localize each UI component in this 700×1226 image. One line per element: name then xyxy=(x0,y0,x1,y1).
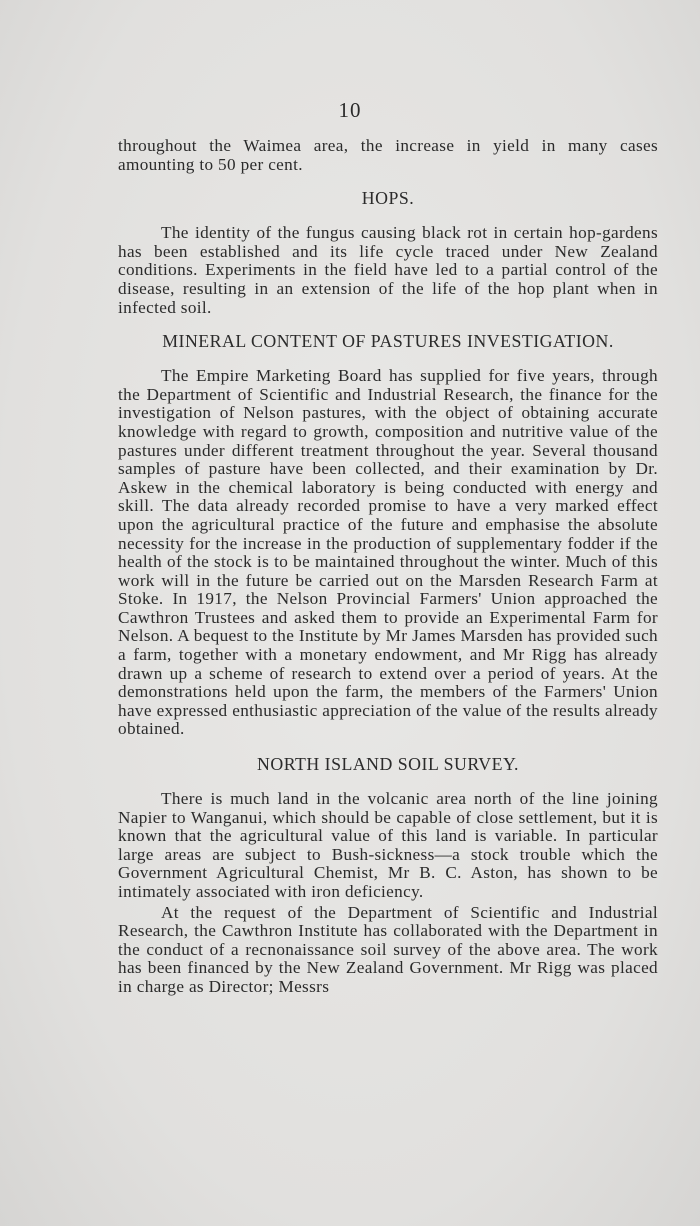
heading-hops: HOPS. xyxy=(361,188,415,209)
heading-north-island-soil-survey: NORTH ISLAND SOIL SURVEY. xyxy=(257,754,519,775)
heading-mineral-content: MINERAL CONTENT OF PASTURES INVESTIGATION. xyxy=(162,331,614,352)
paragraph-empire-marketing-board: The Empire Marketing Board has supplied for five years, through the Department of Scientific and Industrial Research, the finance for the investigation of Nelson pastures, with the object of obtaining accurate knowledge with regard to growth, composition and nutritive value of the pastures under different treatment throughout the year. Several thousand samples of pasture have been collected, and their examination by Dr. Askew in the chemical laboratory is being conducted with energy and skill. The data already recorded promise to have a very marked effect upon the agricultural practice of the future and emphasise the absolute necessity for the increase in the production of supplementary fodder if the health of the stock is to be maintained throughout the winter. Much of this work will in the future be carried out on the Marsden Research Farm at Stoke. In 1917, the Nelson Provincial Farmers' Union approached the Cawthron Trustees and asked them to provide an Experimental Farm for Nelson. A bequest to the Institute by Mr James Marsden has provided such a farm, together with a monetary endowment, and Mr Rigg has already drawn up a scheme of research to extend over a period of years. At the demonstrations held upon the farm, the members of the Farmers' Union have expressed enthusiastic appreciation of the value of the results already obtained. xyxy=(118,366,658,739)
paragraph-soil-survey-request: At the request of the Department of Scientific and Industrial Research, the Cawthron Institute has collaborated with the Department in the conduct of a recnonaissance soil survey of the above area. The work has been financed by the New Zealand Government. Mr Rigg was placed in charge as Director; Messrs xyxy=(118,902,658,996)
paragraph-volcanic-area: There is much land in the volcanic area north of the line joining Napier to Wanganui, which should be capable of close settlement, but it is known that the agricultural value of this land is variable. In particular large areas are subject to Bush-sickness—a stock trouble which the Government Agricultural Chemist, Mr B. C. Aston, has shown to be intimately associated with iron deficiency. xyxy=(118,789,658,901)
paragraph-hops-fungus: The identity of the fungus causing black rot in certain hop-gardens has been established and its life cycle traced under New Zealand conditions. Experiments in the field have led to a partial control of the disease, resulting in an extension of the life of the hop plant when in infected soil. xyxy=(118,223,658,317)
page-number: 10 xyxy=(338,98,362,122)
body-text xyxy=(118,137,658,997)
paragraph-waimea-yield: throughout the Waimea area, the increase in yield in many cases amounting to 50 per cent. xyxy=(118,136,658,174)
